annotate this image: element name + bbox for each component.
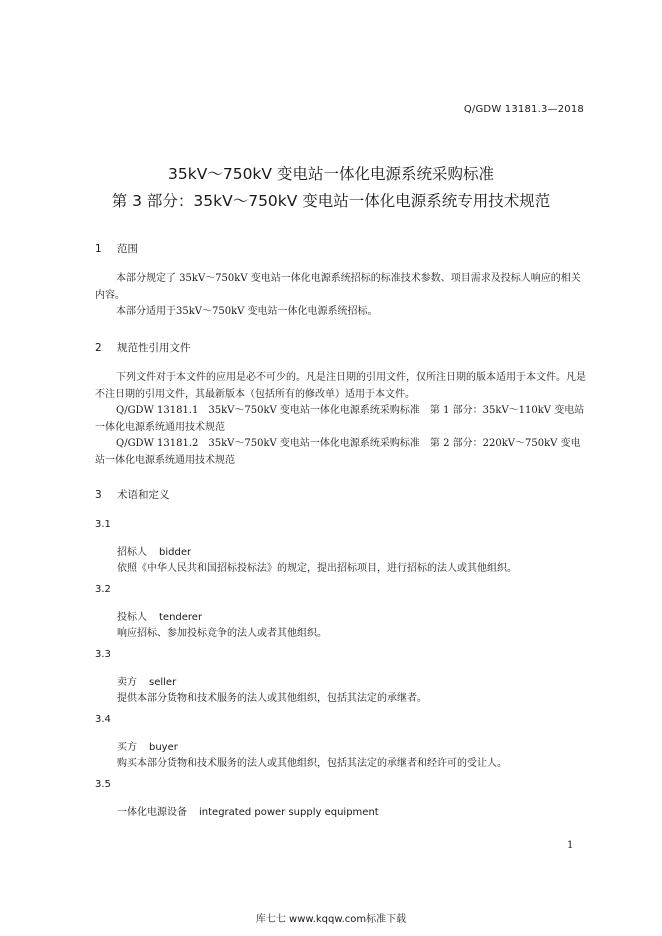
term-definition: 依照《中华人民共和国招标投标法》的规定，提出招标项目，进行招标的法人或其他组织。 [117,563,517,574]
footer-watermark-text: 库七七 www.kqqw.com标准下载 [255,914,407,925]
term-entry [117,608,202,623]
term-number: 3.5 [95,779,111,790]
section-title: 范围 [117,243,138,255]
term-number: 3.4 [95,714,111,725]
term-definition: 响应招标、参加投标竞争的法人或者其他组织。 [117,628,327,639]
term-definition: 提供本部分货物和技术服务的法人或其他组织，包括其法定的承继者。 [117,693,427,704]
section-number: 2 [95,342,102,354]
term-chinese: 投标人 [117,612,147,623]
section-title: 术语和定义 [117,489,170,501]
term-english: integrated power supply equipment [199,807,379,818]
term-english: seller [149,677,177,688]
term-chinese: 卖方 [117,677,137,688]
term-english: tenderer [159,612,203,623]
term-english: bidder [159,547,192,558]
term-entry [117,738,178,753]
document-title-line2: 第 3 部分：35kV～750kV 变电站一体化电源系统专用技术规范 [111,192,551,210]
term-english: buyer [149,742,178,753]
term-entry [117,803,379,818]
section-2-heading [95,340,191,355]
section-1-paragraph-1: 本部分规定了 35kV～750kV 变电站一体化电源系统招标的标准技术参数、项目需求及投标人响应的相关内容。 [95,273,581,301]
term-entry [117,673,176,688]
section-number: 1 [95,243,102,255]
term-number: 3.3 [95,649,111,660]
section-3-heading [95,487,170,502]
section-1-paragraph-2: 本部分适用于35kV～750kV 变电站一体化电源系统招标。 [116,306,378,317]
normative-reference-1: Q/GDW 13181.1 35kV～750kV 变电站一体化电源系统采购标准 第 1 部分：35kV～110kV 变电站一体化电源系统通用技术规范 [95,405,585,433]
section-1-heading [95,241,138,256]
term-chinese: 招标人 [117,547,147,558]
section-2-paragraph-1: 下列文件对于本文件的应用是必不可少的。凡是注日期的引用文件，仅所注日期的版本适用于本文件。凡是不注日期的引用文件，其最新版本（包括所有的修改单）适用于本文件。 [95,372,586,400]
term-chinese: 一体化电源设备 [117,807,187,818]
section-number: 3 [95,489,102,501]
term-entry [117,543,191,558]
normative-reference-2: Q/GDW 13181.2 35kV～750kV 变电站一体化电源系统采购标准 第 2 部分：220kV～750kV 变电站一体化电源系统通用技术规范 [95,438,581,466]
term-chinese: 买方 [117,742,137,753]
section-title: 规范性引用文件 [117,342,191,354]
document-title-line1: 35kV～750kV 变电站一体化电源系统采购标准 [168,165,494,183]
page-number: 1 [567,840,574,851]
term-number: 3.2 [95,584,111,595]
term-definition: 购买本部分货物和技术服务的法人或其他组织，包括其法定的承继者和经许可的受让人。 [117,758,507,769]
standard-code: Q/GDW 13181.3—2018 [463,104,584,115]
term-number: 3.1 [95,519,111,530]
